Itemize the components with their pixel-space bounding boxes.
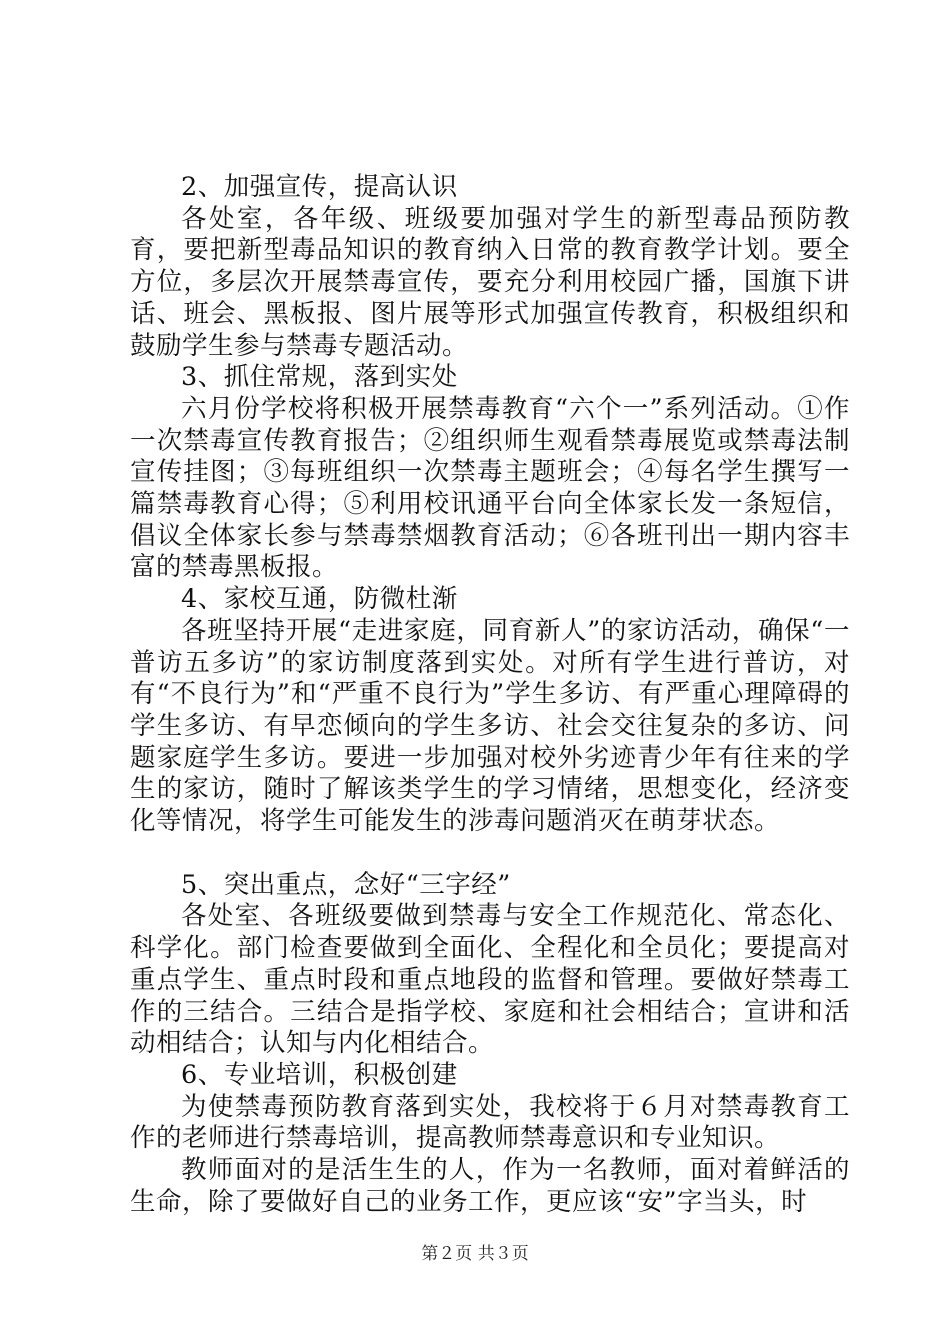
section-paragraph: 各处室、各班级要做到禁毒与安全工作规范化、常态化、科学化。部门检查要做到全面化、全程化和全员化；要提高对重点学生、重点时段和重点地段的监督和管理。要做好禁毒工作的三结合。三结合是指学校、家庭和社会相结合；宣讲和活动相结合；认知与内化相结合。 (130, 901, 850, 1059)
section-heading: 5、突出重点，念好“三字经” (181, 869, 511, 900)
section-heading: 4、家校互通，防微杜渐 (181, 584, 458, 615)
blank-line (130, 838, 850, 870)
section-heading: 6、专业培训，积极创建 (181, 1059, 458, 1090)
section-heading: 3、抓住常规，落到实处 (181, 362, 458, 393)
section-paragraph: 六月份学校将积极开展禁毒教育“六个一”系列活动。①作一次禁毒宣传教育报告；②组织师生观看禁毒展览或禁毒法制宣传挂图；③每班组织一次禁毒主题班会；④每名学生撰写一篇禁毒教育心得；⑤利用校讯通平台向全体家长发一条短信，倡议全体家长参与禁毒禁烟教育活动；⑥各班刊出一期内容丰富的禁毒黑板报。 (130, 393, 850, 583)
section-paragraph: 教师面对的是活生生的人，作为一名教师，面对着鲜活的生命，除了要做好自己的业务工作，更应该“安”字当头，时 (130, 1155, 850, 1217)
section-paragraph: 各班坚持开展“走进家庭，同育新人”的家访活动，确保“一普访五多访”的家访制度落到实处。对所有学生进行普访，对有“不良行为”和“严重不良行为”学生多访、有严重心理障碍的学生多访、有早恋倾向的学生多访、社会交往复杂的多访、问题家庭学生多访。要进一步加强对校外劣迹青少年有往来的学生的家访，随时了解该类学生的学习情绪，思想变化，经济变化等情况，将学生可能发生的涉毒问题消灭在萌芽状态。 (130, 615, 850, 837)
section-paragraph: 为使禁毒预防教育落到实处，我校将于６月对禁毒教育工作的老师进行禁毒培训，提高教师禁毒意识和专业知识。 (130, 1091, 850, 1154)
section-paragraph: 各处室，各年级、班级要加强对学生的新型毒品预防教育，要把新型毒品知识的教育纳入日常的教育教学计划。要全方位，多层次开展禁毒宣传，要充分利用校园广播，国旗下讲话、班会、黑板报、图片展等形式加强宣传教育，积极组织和鼓励学生参与禁毒专题活动。 (130, 203, 850, 361)
document-body (130, 172, 850, 1219)
section-heading: 2、加强宣传，提高认识 (181, 172, 458, 202)
page-number-footer: 第２页 共３页 (421, 1244, 529, 1264)
